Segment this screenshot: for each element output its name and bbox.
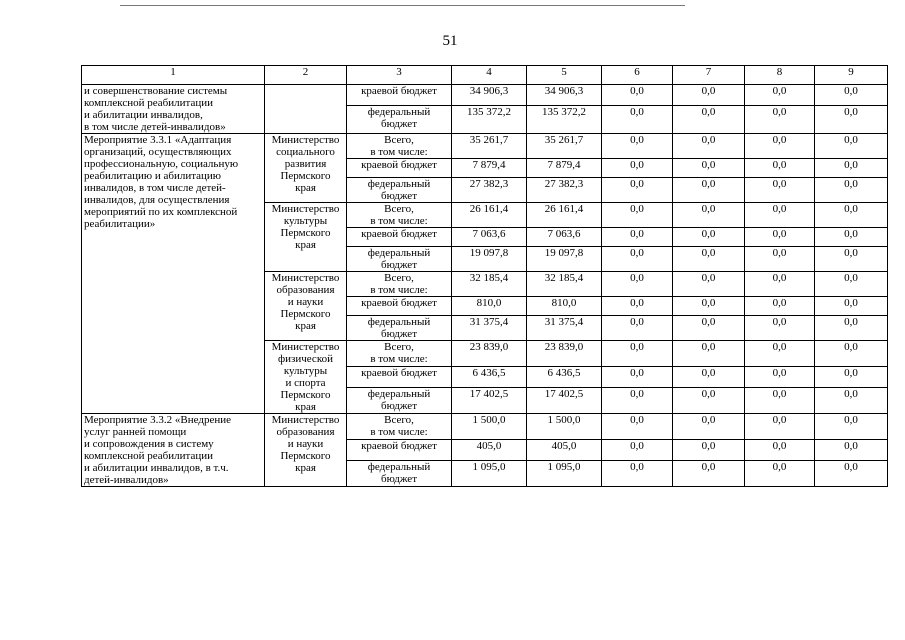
funding-source: Всего, в том числе: — [347, 272, 452, 297]
executor-cell — [265, 85, 347, 134]
amount-cell: 405,0 — [527, 440, 602, 460]
amount-cell: 31 375,4 — [527, 316, 602, 341]
amount-cell: 135 372,2 — [527, 106, 602, 134]
funding-source: краевой бюджет — [347, 367, 452, 387]
amount-cell: 27 382,3 — [452, 178, 527, 203]
funding-source: федеральный бюджет — [347, 316, 452, 341]
amount-cell: 35 261,7 — [452, 134, 527, 159]
amount-cell: 0,0 — [815, 414, 888, 440]
funding-source: краевой бюджет — [347, 159, 452, 178]
amount-cell: 0,0 — [602, 387, 673, 413]
amount-cell: 1 095,0 — [452, 460, 527, 486]
amount-cell: 31 375,4 — [452, 316, 527, 341]
amount-cell: 0,0 — [815, 134, 888, 159]
amount-cell: 7 063,6 — [527, 228, 602, 247]
amount-cell: 0,0 — [602, 85, 673, 106]
amount-cell: 0,0 — [602, 178, 673, 203]
amount-cell: 810,0 — [452, 297, 527, 316]
amount-cell: 0,0 — [745, 460, 815, 486]
funding-source: краевой бюджет — [347, 85, 452, 106]
amount-cell: 0,0 — [673, 159, 745, 178]
amount-cell: 17 402,5 — [527, 387, 602, 413]
amount-cell: 0,0 — [673, 440, 745, 460]
amount-cell: 0,0 — [815, 247, 888, 272]
amount-cell: 17 402,5 — [452, 387, 527, 413]
amount-cell: 0,0 — [745, 247, 815, 272]
amount-cell: 0,0 — [815, 228, 888, 247]
page-number: 51 — [442, 33, 458, 49]
amount-cell: 0,0 — [673, 247, 745, 272]
amount-cell: 0,0 — [602, 106, 673, 134]
amount-cell: 0,0 — [815, 460, 888, 486]
funding-source: федеральный бюджет — [347, 247, 452, 272]
funding-source: краевой бюджет — [347, 440, 452, 460]
amount-cell: 0,0 — [673, 134, 745, 159]
table-row — [82, 134, 888, 159]
amount-cell: 0,0 — [745, 316, 815, 341]
amount-cell: 0,0 — [673, 414, 745, 440]
amount-cell: 0,0 — [745, 134, 815, 159]
amount-cell: 7 879,4 — [527, 159, 602, 178]
amount-cell: 1 500,0 — [452, 414, 527, 440]
amount-cell: 0,0 — [602, 341, 673, 367]
amount-cell: 0,0 — [602, 228, 673, 247]
executor-cell: Министерство физической культуры и спорта Пермского края — [265, 341, 347, 414]
amount-cell: 0,0 — [745, 159, 815, 178]
table-row — [82, 414, 888, 440]
amount-cell: 0,0 — [815, 341, 888, 367]
amount-cell: 0,0 — [673, 341, 745, 367]
table-row — [82, 85, 888, 106]
amount-cell: 0,0 — [815, 159, 888, 178]
funding-source: Всего, в том числе: — [347, 341, 452, 367]
column-number-row — [82, 66, 888, 85]
funding-source: Всего, в том числе: — [347, 203, 452, 228]
budget-table — [81, 65, 888, 487]
amount-cell: 0,0 — [745, 414, 815, 440]
amount-cell: 135 372,2 — [452, 106, 527, 134]
amount-cell: 0,0 — [673, 203, 745, 228]
amount-cell: 0,0 — [673, 178, 745, 203]
amount-cell: 810,0 — [527, 297, 602, 316]
amount-cell: 0,0 — [602, 159, 673, 178]
amount-cell: 0,0 — [602, 440, 673, 460]
amount-cell: 19 097,8 — [452, 247, 527, 272]
funding-source: федеральный бюджет — [347, 460, 452, 486]
amount-cell: 23 839,0 — [452, 341, 527, 367]
amount-cell: 0,0 — [815, 85, 888, 106]
amount-cell: 0,0 — [745, 228, 815, 247]
activity-cell: Мероприятие 3.3.1 «Адаптация организаций, осуществляющих профессиональную, социальную реабилитацию и абилитацию инвалидов, в том числе детей- инвалидов, для осуществления мероприятий по их комплексной реабилитации» — [82, 134, 265, 414]
column-header: 4 — [452, 66, 527, 85]
amount-cell: 0,0 — [673, 316, 745, 341]
activity-cell: Мероприятие 3.3.2 «Внедрение услуг ранней помощи и сопровождения в систему комплексной реабилитации и абилитации инвалидов, в т.ч. детей-инвалидов» — [82, 414, 265, 487]
amount-cell: 0,0 — [815, 387, 888, 413]
amount-cell: 27 382,3 — [527, 178, 602, 203]
amount-cell: 0,0 — [673, 228, 745, 247]
amount-cell: 0,0 — [745, 297, 815, 316]
column-header: 8 — [745, 66, 815, 85]
amount-cell: 1 095,0 — [527, 460, 602, 486]
amount-cell: 1 500,0 — [527, 414, 602, 440]
executor-cell: Министерство образования и науки Пермского края — [265, 414, 347, 487]
column-header: 5 — [527, 66, 602, 85]
funding-source: краевой бюджет — [347, 228, 452, 247]
amount-cell: 0,0 — [815, 367, 888, 387]
amount-cell: 23 839,0 — [527, 341, 602, 367]
funding-source: краевой бюджет — [347, 297, 452, 316]
amount-cell: 0,0 — [745, 272, 815, 297]
amount-cell: 26 161,4 — [452, 203, 527, 228]
amount-cell: 19 097,8 — [527, 247, 602, 272]
amount-cell: 0,0 — [673, 460, 745, 486]
amount-cell: 0,0 — [602, 203, 673, 228]
amount-cell: 0,0 — [745, 85, 815, 106]
amount-cell: 0,0 — [815, 440, 888, 460]
amount-cell: 0,0 — [745, 341, 815, 367]
amount-cell: 0,0 — [815, 316, 888, 341]
amount-cell: 0,0 — [673, 272, 745, 297]
amount-cell: 7 879,4 — [452, 159, 527, 178]
amount-cell: 0,0 — [745, 203, 815, 228]
amount-cell: 0,0 — [602, 272, 673, 297]
amount-cell: 0,0 — [602, 316, 673, 341]
amount-cell: 0,0 — [745, 106, 815, 134]
amount-cell: 6 436,5 — [527, 367, 602, 387]
amount-cell: 405,0 — [452, 440, 527, 460]
column-header: 7 — [673, 66, 745, 85]
amount-cell: 0,0 — [745, 367, 815, 387]
amount-cell: 26 161,4 — [527, 203, 602, 228]
amount-cell: 34 906,3 — [527, 85, 602, 106]
amount-cell: 0,0 — [815, 178, 888, 203]
column-header: 9 — [815, 66, 888, 85]
funding-source: федеральный бюджет — [347, 106, 452, 134]
funding-source: федеральный бюджет — [347, 387, 452, 413]
amount-cell: 0,0 — [673, 367, 745, 387]
funding-source: Всего, в том числе: — [347, 134, 452, 159]
amount-cell: 0,0 — [815, 297, 888, 316]
amount-cell: 32 185,4 — [527, 272, 602, 297]
amount-cell: 0,0 — [602, 134, 673, 159]
amount-cell: 0,0 — [673, 297, 745, 316]
funding-source: федеральный бюджет — [347, 178, 452, 203]
amount-cell: 0,0 — [602, 460, 673, 486]
amount-cell: 0,0 — [815, 106, 888, 134]
amount-cell: 0,0 — [673, 387, 745, 413]
amount-cell: 0,0 — [602, 247, 673, 272]
funding-source: Всего, в том числе: — [347, 414, 452, 440]
executor-cell: Министерство образования и науки Пермского края — [265, 272, 347, 341]
amount-cell: 0,0 — [745, 387, 815, 413]
amount-cell: 7 063,6 — [452, 228, 527, 247]
column-header: 6 — [602, 66, 673, 85]
amount-cell: 0,0 — [673, 106, 745, 134]
amount-cell: 0,0 — [602, 414, 673, 440]
amount-cell: 34 906,3 — [452, 85, 527, 106]
column-header: 2 — [265, 66, 347, 85]
amount-cell: 32 185,4 — [452, 272, 527, 297]
amount-cell: 6 436,5 — [452, 367, 527, 387]
column-header: 3 — [347, 66, 452, 85]
activity-cell: и совершенствование системы комплексной реабилитации и абилитации инвалидов, в том числе детей-инвалидов» — [82, 85, 265, 134]
amount-cell: 0,0 — [745, 178, 815, 203]
amount-cell: 0,0 — [602, 297, 673, 316]
amount-cell: 0,0 — [815, 203, 888, 228]
amount-cell: 0,0 — [673, 85, 745, 106]
amount-cell: 0,0 — [815, 272, 888, 297]
executor-cell: Министерство культуры Пермского края — [265, 203, 347, 272]
executor-cell: Министерство социального развития Пермского края — [265, 134, 347, 203]
column-header: 1 — [82, 66, 265, 85]
amount-cell: 0,0 — [602, 367, 673, 387]
amount-cell: 35 261,7 — [527, 134, 602, 159]
page-top-edge — [120, 5, 685, 6]
amount-cell: 0,0 — [745, 440, 815, 460]
